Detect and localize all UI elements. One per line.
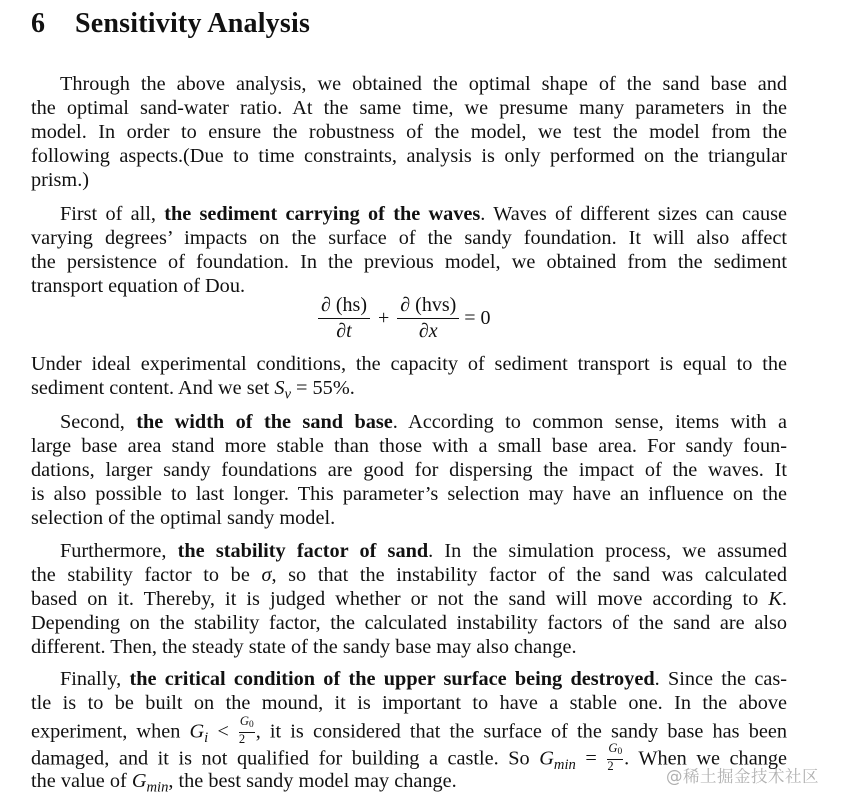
text-span: the stability factor to be — [31, 564, 262, 587]
denominator-text: ∂x — [418, 320, 438, 342]
text-line — [31, 667, 787, 691]
math-variable-g: G — [189, 720, 205, 743]
text-span: Furthermore, — [60, 540, 178, 562]
text-line: tle is to be built on the mound, it is important to have a stable one. In the above — [31, 692, 787, 715]
watermark: @稀土掘金技术社区 — [666, 767, 819, 786]
section-title: Sensitivity Analysis — [75, 8, 311, 39]
text-span: = 55%. — [290, 377, 355, 400]
math-variable: S — [274, 377, 285, 400]
denominator — [336, 319, 351, 343]
paragraph-sand-base-width — [31, 410, 787, 530]
text-line — [31, 376, 787, 403]
text-line: Depending on the stability factor, the calculated instability factors of the sand are also — [31, 612, 787, 635]
text-span: damaged, and it is not qualified for building a castle. So — [31, 747, 540, 770]
math-subscript: min — [146, 779, 169, 796]
section-heading — [31, 8, 310, 40]
paragraph-sediment — [31, 202, 787, 298]
equation-rhs: = 0 — [464, 307, 491, 329]
inline-fraction — [607, 742, 623, 773]
text-span: . According to common sense, items with a — [392, 411, 787, 433]
text-line: large base area stand more stable than those with a small base area. For sandy foun- — [31, 435, 787, 458]
text-span: . — [781, 588, 787, 611]
denominator — [419, 319, 438, 343]
text-span: Second, — [60, 411, 137, 433]
math-variable-g: G — [539, 747, 554, 770]
paragraph-ideal-conditions — [31, 352, 787, 403]
paragraph-intro — [31, 72, 787, 192]
numerator-subscript: 0 — [617, 747, 623, 758]
math-sigma: σ — [261, 564, 272, 587]
text-line: Through the above analysis, we obtained the optimal shape of the sand base and — [60, 73, 787, 95]
text-span: . Waves of different sizes can cause — [480, 203, 787, 225]
numerator-var: G — [608, 741, 618, 756]
text-span: . When we change — [624, 747, 787, 770]
math-subscript: i — [204, 730, 209, 746]
emphasis-term: the stability factor of sand — [177, 540, 429, 562]
numerator-subscript: 0 — [248, 720, 254, 731]
text-span: sediment content. And we set — [31, 377, 275, 400]
text-span: First of all, — [60, 203, 165, 225]
text-line: transport equation of Dou. — [31, 275, 246, 298]
sediment-transport-equation — [318, 294, 491, 343]
text-line: following aspects.(Due to time constraints, analysis is only performed on the triangular — [31, 145, 787, 168]
text-span: . In the simulation process, we assumed — [428, 540, 787, 562]
emphasis-term: the critical condition of the upper surface being destroyed — [129, 668, 655, 690]
section-number: 6 — [31, 8, 46, 39]
numerator: ∂ (hs) — [318, 294, 370, 319]
text-line: the persistence of foundation. In the previous model, we obtained from the sediment — [31, 251, 787, 274]
fraction — [397, 294, 459, 343]
numerator — [239, 715, 255, 733]
text-line: the optimal sand-water ratio. At the same time, we presume many parameters in the — [31, 97, 787, 120]
math-variable-k: K — [768, 588, 782, 611]
numerator: ∂ (hvs) — [397, 294, 459, 319]
fraction — [318, 294, 370, 343]
text-line: is also possible to last longer. This parameter’s selection may have an influence on the — [31, 483, 787, 506]
text-span: , it is considered that the surface of the sandy base has been — [255, 720, 787, 743]
text-line: model. In order to ensure the robustness of the model, we test the model from the — [31, 121, 787, 144]
text-span: , so that the instability factor of the sand was calculated — [271, 564, 787, 587]
text-span: experiment, when — [31, 720, 190, 743]
emphasis-term: the sediment carrying of the waves — [164, 203, 481, 225]
text-line: varying degrees’ impacts on the surface of the sandy foundation. It will also affect — [31, 227, 787, 250]
text-span: Finally, — [60, 668, 130, 690]
math-variable-g: G — [131, 770, 147, 793]
denominator-text: ∂t — [336, 320, 352, 342]
paragraph-stability-factor — [31, 539, 787, 659]
text-span: . Since the cas- — [654, 668, 787, 690]
text-span: the value of — [31, 770, 132, 793]
text-line — [31, 202, 787, 226]
math-subscript: v — [284, 386, 291, 403]
text-line — [31, 587, 787, 611]
text-line: prism.) — [31, 169, 90, 192]
less-than-operator: < — [208, 720, 238, 743]
text-line — [31, 714, 787, 747]
denominator: 2 — [238, 732, 246, 747]
numerator — [607, 742, 623, 760]
text-line: Under ideal experimental conditions, the capacity of sediment transport is equal to the — [31, 353, 787, 375]
numerator-var: G — [239, 714, 249, 729]
text-span: based on it. Thereby, it is judged whether or not the sand will move according to — [31, 588, 769, 611]
text-line: dations, larger sandy foundations are good for dispersing the impact of the waves. It — [31, 459, 787, 482]
text-span: , the best sandy model may change. — [168, 770, 457, 793]
text-line: selection of the optimal sandy model. — [31, 507, 336, 530]
text-line — [31, 539, 787, 563]
denominator: 2 — [607, 759, 614, 774]
emphasis-term: the width of the sand base — [136, 411, 393, 433]
math-subscript: min — [553, 757, 576, 773]
plus-operator: + — [378, 307, 390, 329]
text-line — [31, 410, 787, 434]
text-line — [31, 563, 787, 587]
text-line: different. Then, the steady state of the sandy base may also change. — [31, 636, 577, 659]
equals-operator: = — [575, 747, 607, 770]
